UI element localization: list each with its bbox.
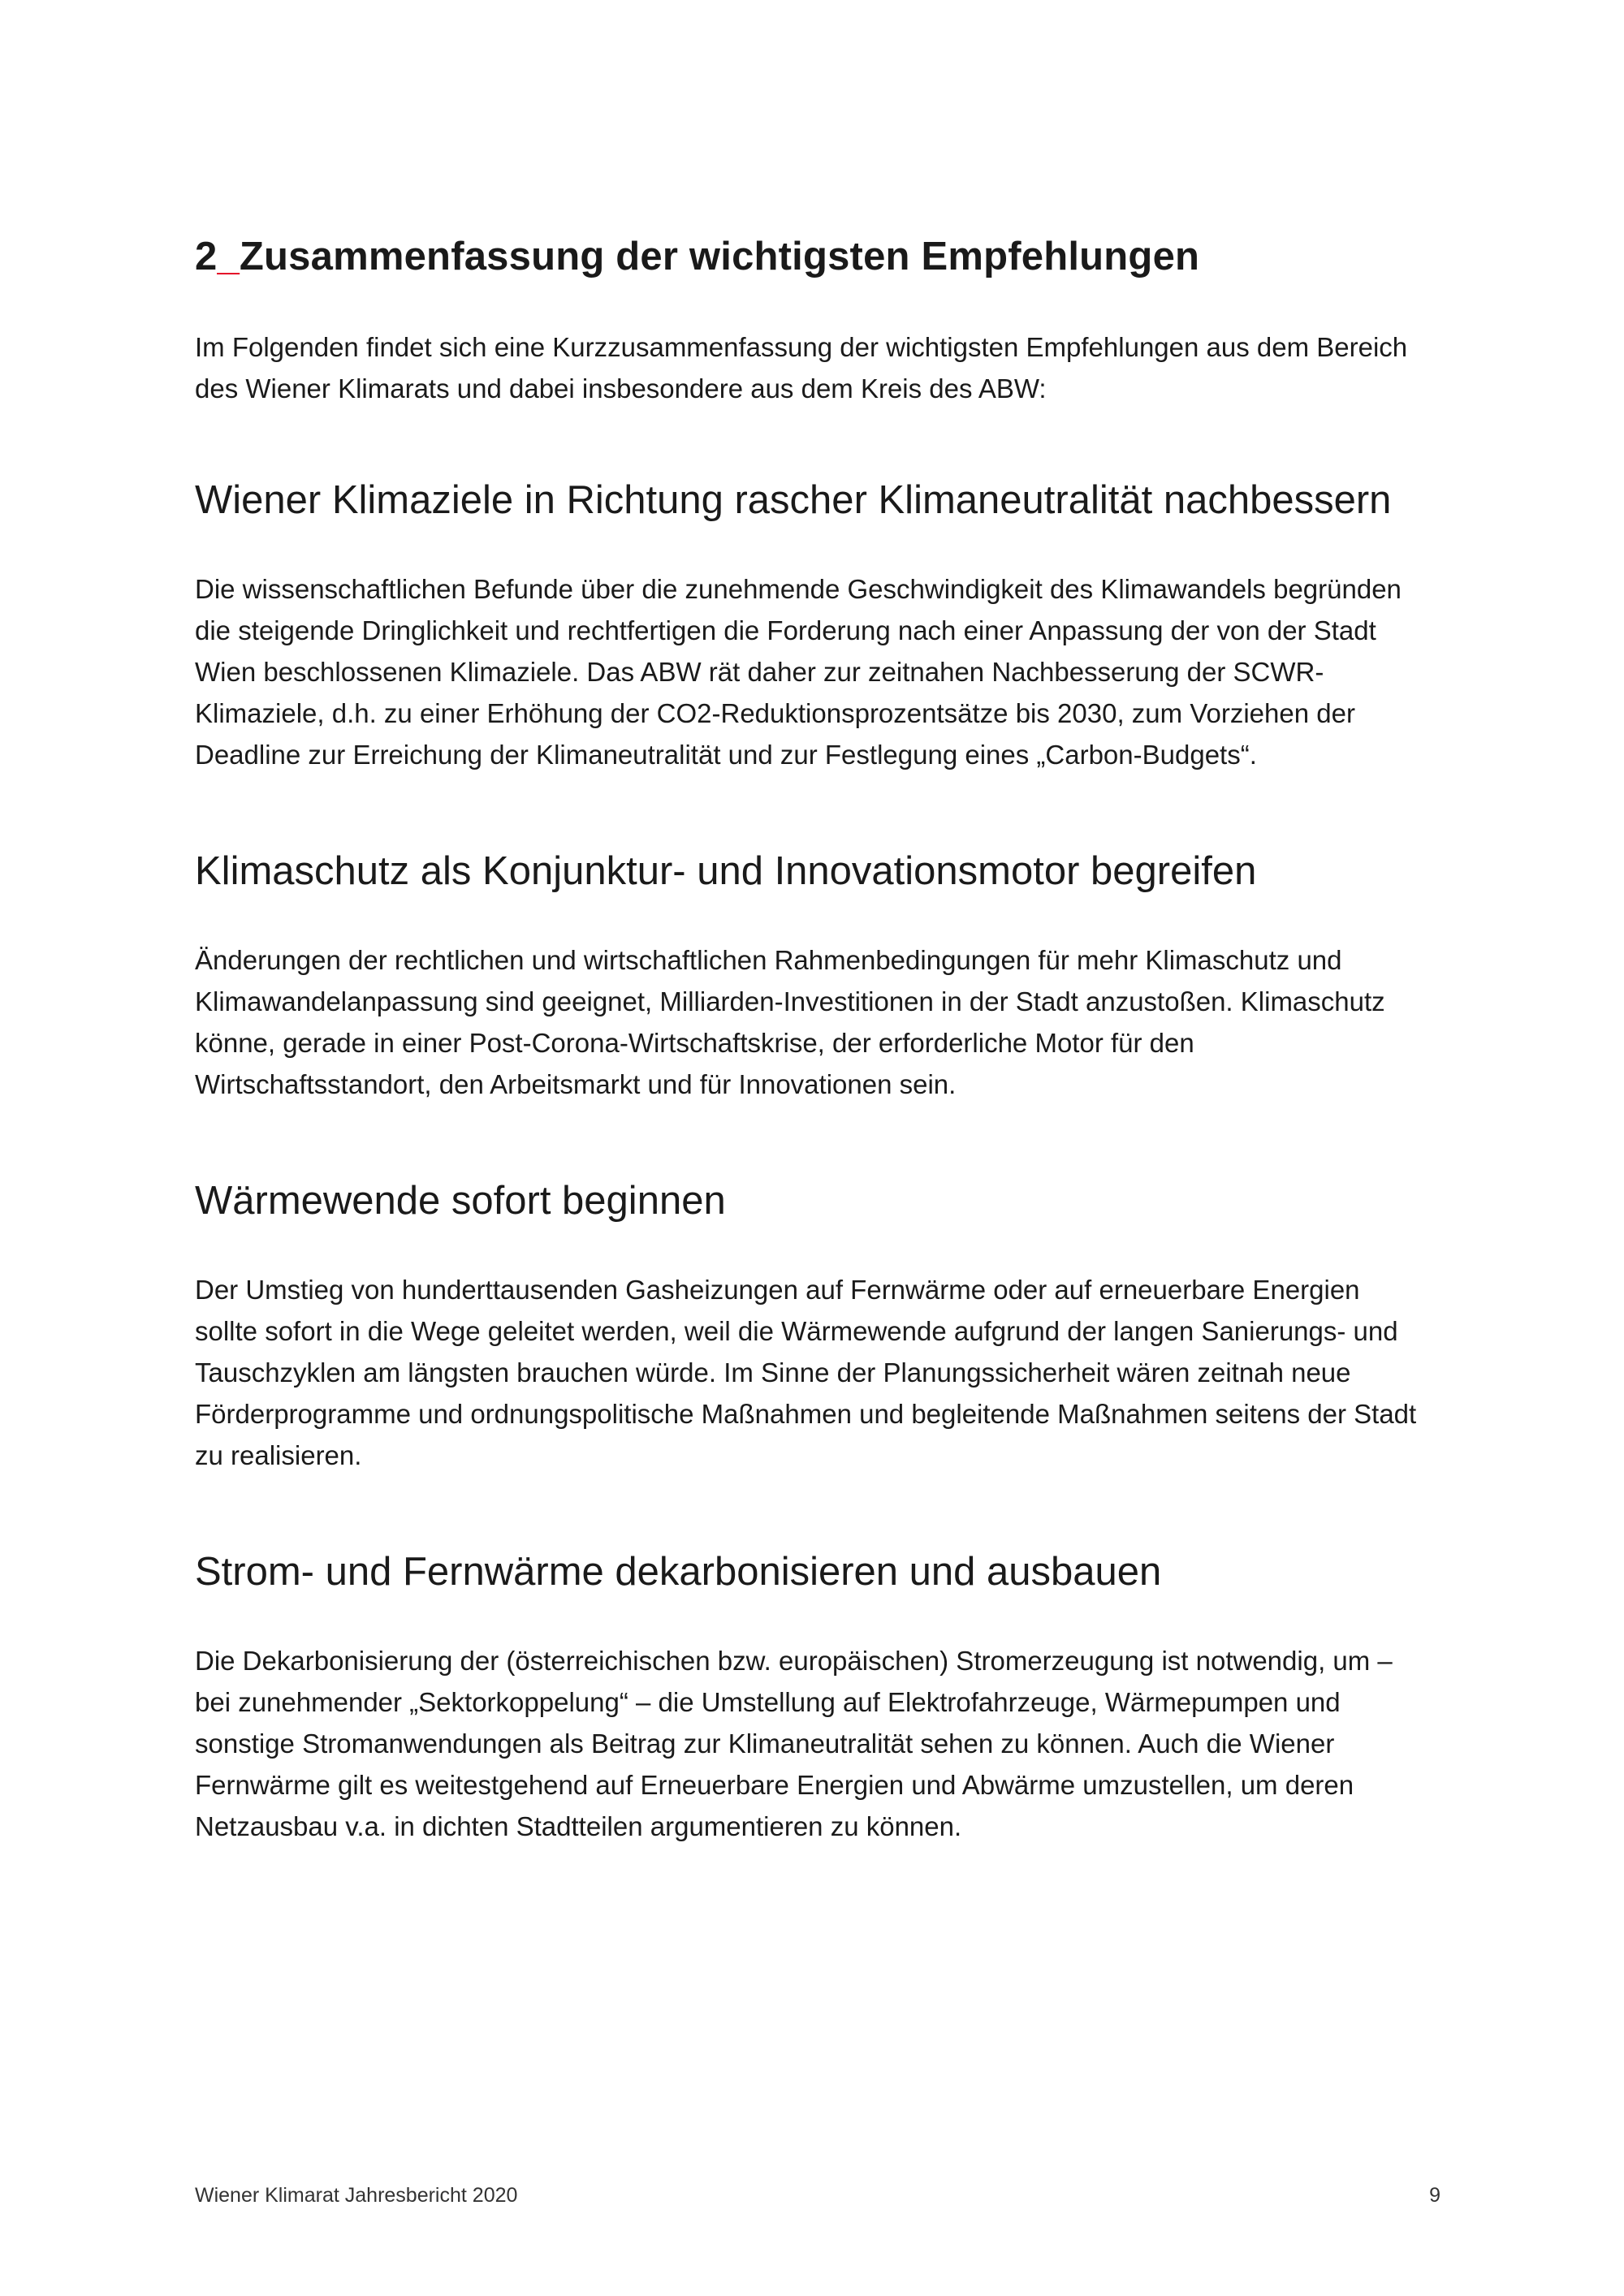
section-heading: Strom- und Fernwärme dekarbonisieren und ausbauen bbox=[195, 1550, 1162, 1594]
chapter-title-text: Zusammenfassung der wichtigsten Empfehlungen bbox=[239, 235, 1200, 278]
footer-report-title: Wiener Klimarat Jahresbericht 2020 bbox=[195, 2184, 518, 2207]
section-body: Der Umstieg von hunderttausenden Gasheizungen auf Fernwärme oder auf erneuerbare Energien sollte sofort in die Wege geleitet werden, weil die Wärmewende aufgrund der langen Sanierungs- und Tauschzyklen am längsten brauchen würde. Im Sinne der Planungssicherheit wären zeitnah neue Förderprogramme und ordnungspolitische Maßnahmen und begleitende Maßnahmen seitens der Stadt zu realisieren. bbox=[195, 1275, 1417, 1470]
section-body: Die wissenschaftlichen Befunde über die zunehmende Geschwindigkeit des Klimawandels begründen die steigende Dringlichkeit und rechtfertigen die Forderung nach einer Anpassung der von der Stadt Wien beschlossenen Klimaziele. Das ABW rät daher zur zeitnahen Nachbesserung der SCWR-Klimaziele, d.h. zu einer Erhöhung der CO2-Reduktionsprozentsätze bis 2030, zum Vorziehen der Deadline zur Erreichung der Klimaneutralität und zur Festlegung eines „Carbon-Budgets“. bbox=[195, 574, 1402, 770]
section-heading: Wiener Klimaziele in Richtung rascher Klimaneutralität nachbessern bbox=[195, 478, 1392, 522]
section-heading: Klimaschutz als Konjunktur- und Innovationsmotor begreifen bbox=[195, 849, 1257, 893]
chapter-number: 2 bbox=[195, 235, 218, 278]
page-number: 9 bbox=[1429, 2184, 1440, 2207]
section-body: Änderungen der rechtlichen und wirtschaftlichen Rahmenbedingungen für mehr Klimaschutz und Klimawandelanpassung sind geeignet, Milliarden-Investitionen in der Stadt anzustoßen. Klimaschutz könne, gerade in einer Post-Corona-Wirtschaftskrise, der erforderliche Motor für den Wirtschaftsstandort, den Arbeitsmarkt und für Innovationen sein. bbox=[195, 945, 1385, 1099]
section-heading: Wärmewende sofort beginnen bbox=[195, 1179, 726, 1223]
section-klimaziele bbox=[195, 476, 1429, 775]
section-body: Die Dekarbonisierung der (österreichischen bzw. europäischen) Stromerzeugung ist notwendig, um – bei zunehmender „Sektorkoppelung“ – die Umstellung auf Elektrofahrzeuge, Wärmepumpen und sonstige Stromanwendungen als Beitrag zur Klimaneutralität sehen zu können. Auch die Wiener Fernwärme gilt es weitestgehend auf Erneuerbare Energien und Abwärme umzustellen, um deren Netzausbau v.a. in dichten Stadtteilen argumentieren zu können. bbox=[195, 1646, 1393, 1841]
section-strom-fernwaerme bbox=[195, 1547, 1429, 1847]
chapter-underscore-accent: _ bbox=[217, 235, 240, 278]
page-content bbox=[195, 232, 1429, 1918]
intro-paragraph: Im Folgenden findet sich eine Kurzzusammenfassung der wichtigsten Empfehlungen aus dem Bereich des Wiener Klimarats und dabei insbesondere aus dem Kreis des ABW: bbox=[195, 332, 1408, 404]
section-konjunktur bbox=[195, 847, 1429, 1105]
section-waermewende bbox=[195, 1176, 1429, 1476]
chapter-title bbox=[195, 232, 1429, 281]
